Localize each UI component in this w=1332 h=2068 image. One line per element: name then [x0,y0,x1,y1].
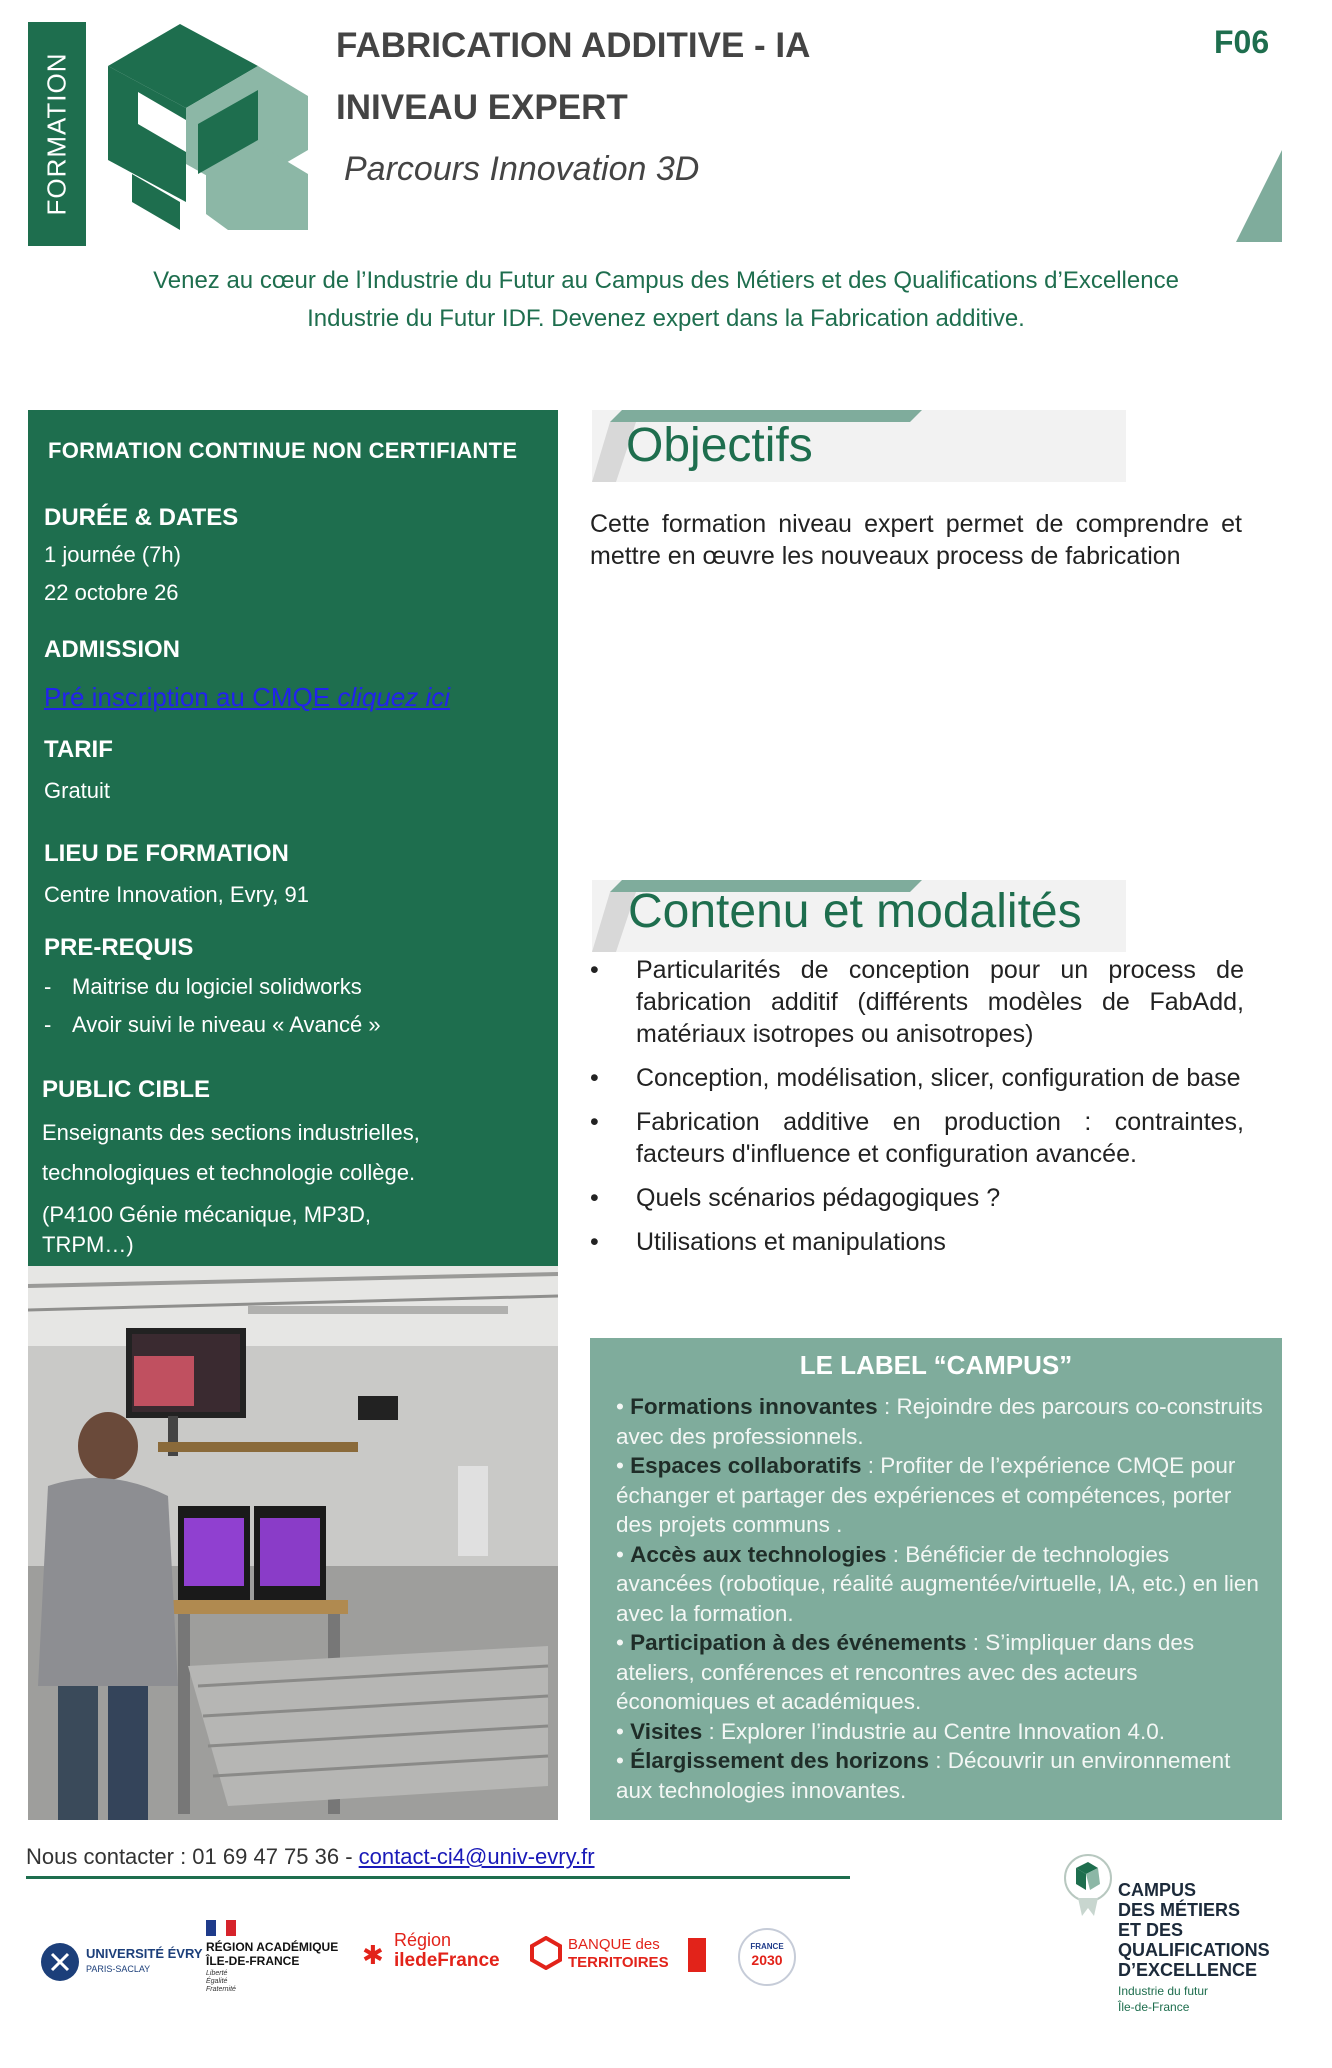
prereq-item-text: Maitrise du logiciel solidworks [72,974,362,999]
formation-side-tag [28,22,86,246]
footer-divider [26,1876,850,1879]
campus-line4: QUALIFICATIONS [1118,1940,1270,1960]
evry-name: UNIVERSITÉ ÉVRY [86,1946,203,1961]
cube-logo [108,24,308,230]
list-item-text: Fabrication additive en production : contraintes, facteurs d'influence et configuration avancée. [636,1108,1244,1168]
side-tag-label: FORMATION [41,52,72,216]
campus-cmq-logo [1058,1854,1288,2054]
info-panel-heading: FORMATION CONTINUE NON CERTIFIANTE [48,438,518,463]
public-line: Enseignants des sections industrielles, [42,1120,420,1145]
intro-line1: Venez au cœur de l’Industrie du Futur au Campus des Métiers et des Qualifications d’Excellence [153,267,1179,294]
lieu-value: Centre Innovation, Evry, 91 [44,882,309,907]
admission-link[interactable] [44,682,450,713]
bullet: • [590,1184,599,1212]
bullet: • [590,1064,599,1092]
hexagon-icon [530,1936,562,1970]
list-item [588,1106,1244,1170]
page-title-line2: INIVEAU EXPERT [336,88,628,127]
duration-title: DURÉE & DATES [44,504,239,531]
universite-evry-logo [40,1938,203,1986]
public-line: TRPM…) [42,1232,134,1257]
label-item-text: : Bénéficier de technologies avancées (robotique, réalité augmentée/virtuelle, IA, etc.) en lien avec la formation. [616,1541,1259,1626]
caisse-depots-badge [688,1938,706,1972]
intro-text [60,262,1272,338]
label-item: • Espaces collaboratifs : Profiter de l’expérience CMQE pour échanger et partager des expériences et compétences, porter des projets communs . [616,1453,1236,1537]
label-item: • Visites : Explorer l’industrie au Centre Innovation 4.0. [616,1718,1166,1744]
contact-phone: Nous contacter : 01 69 47 75 36 - [26,1844,359,1869]
admission-link-click-here: cliquez ici [337,682,451,712]
bullet: • [590,956,599,984]
label-campus-title: LE LABEL “CAMPUS” [799,1350,1073,1380]
france-2030-label: 2030 [751,1952,783,1968]
banque-territoires-logo [530,1930,730,1980]
corner-triangle-decoration [1236,150,1282,242]
formation-code: F06 [1214,24,1270,60]
workshop-photo [28,1266,558,1820]
admission-link-text: Pré inscription au CMQE [44,682,338,712]
page-title-line1: FABRICATION ADDITIVE - IA [336,26,811,65]
region-academique-line2: ÎLE-DE-FRANCE [206,1954,300,1968]
campus-badge-icon [1062,1854,1114,1916]
banque-label: BANQUE des [568,1936,660,1953]
tarif-value: Gratuit [44,778,111,803]
tarif-title: TARIF [44,736,113,763]
label-item-text: : Rejoindre des parcours co-construits avec des professionnels. [616,1394,1263,1449]
label-item-bold: Accès aux technologies [630,1541,887,1567]
label-item: • Participation à des événements : S’impliquer dans des ateliers, conférences et rencontres avec des acteurs économiques et académiques. [616,1630,1195,1714]
contenu-title: Contenu et modalités [628,885,1082,938]
label-item-bold: Visites [630,1718,703,1744]
dates-value: 22 octobre 26 [44,580,179,605]
objectifs-title: Objectifs [626,419,813,472]
label-item-text: : Explorer l’industrie au Centre Innovation 4.0. [702,1718,1166,1744]
list-item [588,954,1244,1050]
motto-fraternite: Fraternité [206,1986,236,1993]
contact-email-link[interactable]: contact-ci4@univ-evry.fr [358,1844,595,1869]
campus-line6: Industrie du futur [1118,1984,1209,1998]
label-item-bold: Participation à des événements [630,1630,967,1655]
duration-value: 1 journée (7h) [44,542,181,567]
prereq-item: - Avoir suivi le niveau « Avancé » [44,1012,381,1037]
list-item-text: Conception, modélisation, slicer, configuration de base [636,1064,1241,1092]
label-item: • Élargissement des horizons : Découvrir un environnement aux technologies innovantes. [616,1748,1231,1803]
motto-egalite: Égalité [206,1978,228,1985]
campus-line7: Île-de-France [1118,2000,1190,2014]
list-item [588,1062,1244,1094]
prereq-item-text: Avoir suivi le niveau « Avancé » [72,1012,381,1037]
label-item-bold: Élargissement des horizons [630,1748,929,1773]
public-line: (P4100 Génie mécanique, MP3D, [42,1202,371,1227]
list-item [588,1182,1244,1214]
contenu-list [588,954,1244,1270]
label-item-text: : Découvrir un environnement aux technologies innovantes. [616,1748,1231,1803]
lieu-title: LIEU DE FORMATION [44,840,289,867]
french-flag-icon [206,1920,236,1936]
campus-line3: ET DES [1118,1920,1184,1940]
france-2030-logo [738,1928,796,1986]
label-item: • Formations innovantes : Rejoindre des parcours co-construits avec des professionnels. [616,1394,1263,1449]
label-campus-body [616,1392,1266,1805]
admission-title: ADMISSION [44,636,181,663]
list-item-text: Utilisations et manipulations [636,1228,946,1256]
contact-line [26,1844,595,1870]
campus-line2: DES MÉTIERS [1118,1900,1241,1920]
public-line: technologiques et technologie collège. [42,1160,416,1185]
france-label: FRANCE [750,1942,784,1951]
list-item [588,1226,1244,1258]
objectifs-text: Cette formation niveau expert permet de comprendre et mettre en œuvre les nouveaux process de fabrication [590,510,1242,570]
prereq-item: - Maitrise du logiciel solidworks [44,974,362,999]
label-item-bold: Formations innovantes [630,1394,878,1419]
label-item-text: : Profiter de l’expérience CMQE pour échanger et partager des expériences et compétences, porter des projets communs . [616,1453,1236,1537]
list-item-text: Particularités de conception pour un process de fabrication additif (différents modèles de FabAdd, matériaux isotropes ou anisotropes) [636,956,1244,1048]
evry-subname: PARIS-SACLAY [86,1964,151,1974]
page-subtitle: Parcours Innovation 3D [344,150,700,188]
region-academique-logo [206,1920,356,1993]
iledefrance-label: iledeFrance [394,1950,500,1971]
region-academique-line1: RÉGION ACADÉMIQUE [206,1940,339,1954]
campus-line1: CAMPUS [1118,1880,1197,1900]
star-icon: ✱ [362,1940,384,1970]
bullet: • [590,1108,599,1136]
prereq-title: PRE-REQUIS [44,934,194,961]
territoires-label: TERRITOIRES [568,1954,669,1971]
campus-line5: D’EXCELLENCE [1118,1960,1258,1980]
label-item-bold: Espaces collaboratifs [630,1453,862,1478]
bullet: • [590,1228,599,1256]
list-item-text: Quels scénarios pédagogiques ? [636,1184,1001,1212]
label-item-text: : S’impliquer dans des ateliers, conférences et rencontres avec des acteurs économiques et académiques. [616,1630,1195,1714]
region-label: Région [394,1930,452,1950]
evry-emblem-icon [40,1942,80,1982]
intro-line2: Industrie du Futur IDF. Devenez expert dans la Fabrication additive. [307,305,1025,332]
label-item: • Accès aux technologies : Bénéficier de technologies avancées (robotique, réalité augmentée/virtuelle, IA, etc.) en lien avec la formation. [616,1541,1259,1626]
region-iledefrance-logo [362,1930,512,1980]
motto-liberte: Liberté [206,1970,228,1977]
public-title: PUBLIC CIBLE [42,1076,210,1103]
